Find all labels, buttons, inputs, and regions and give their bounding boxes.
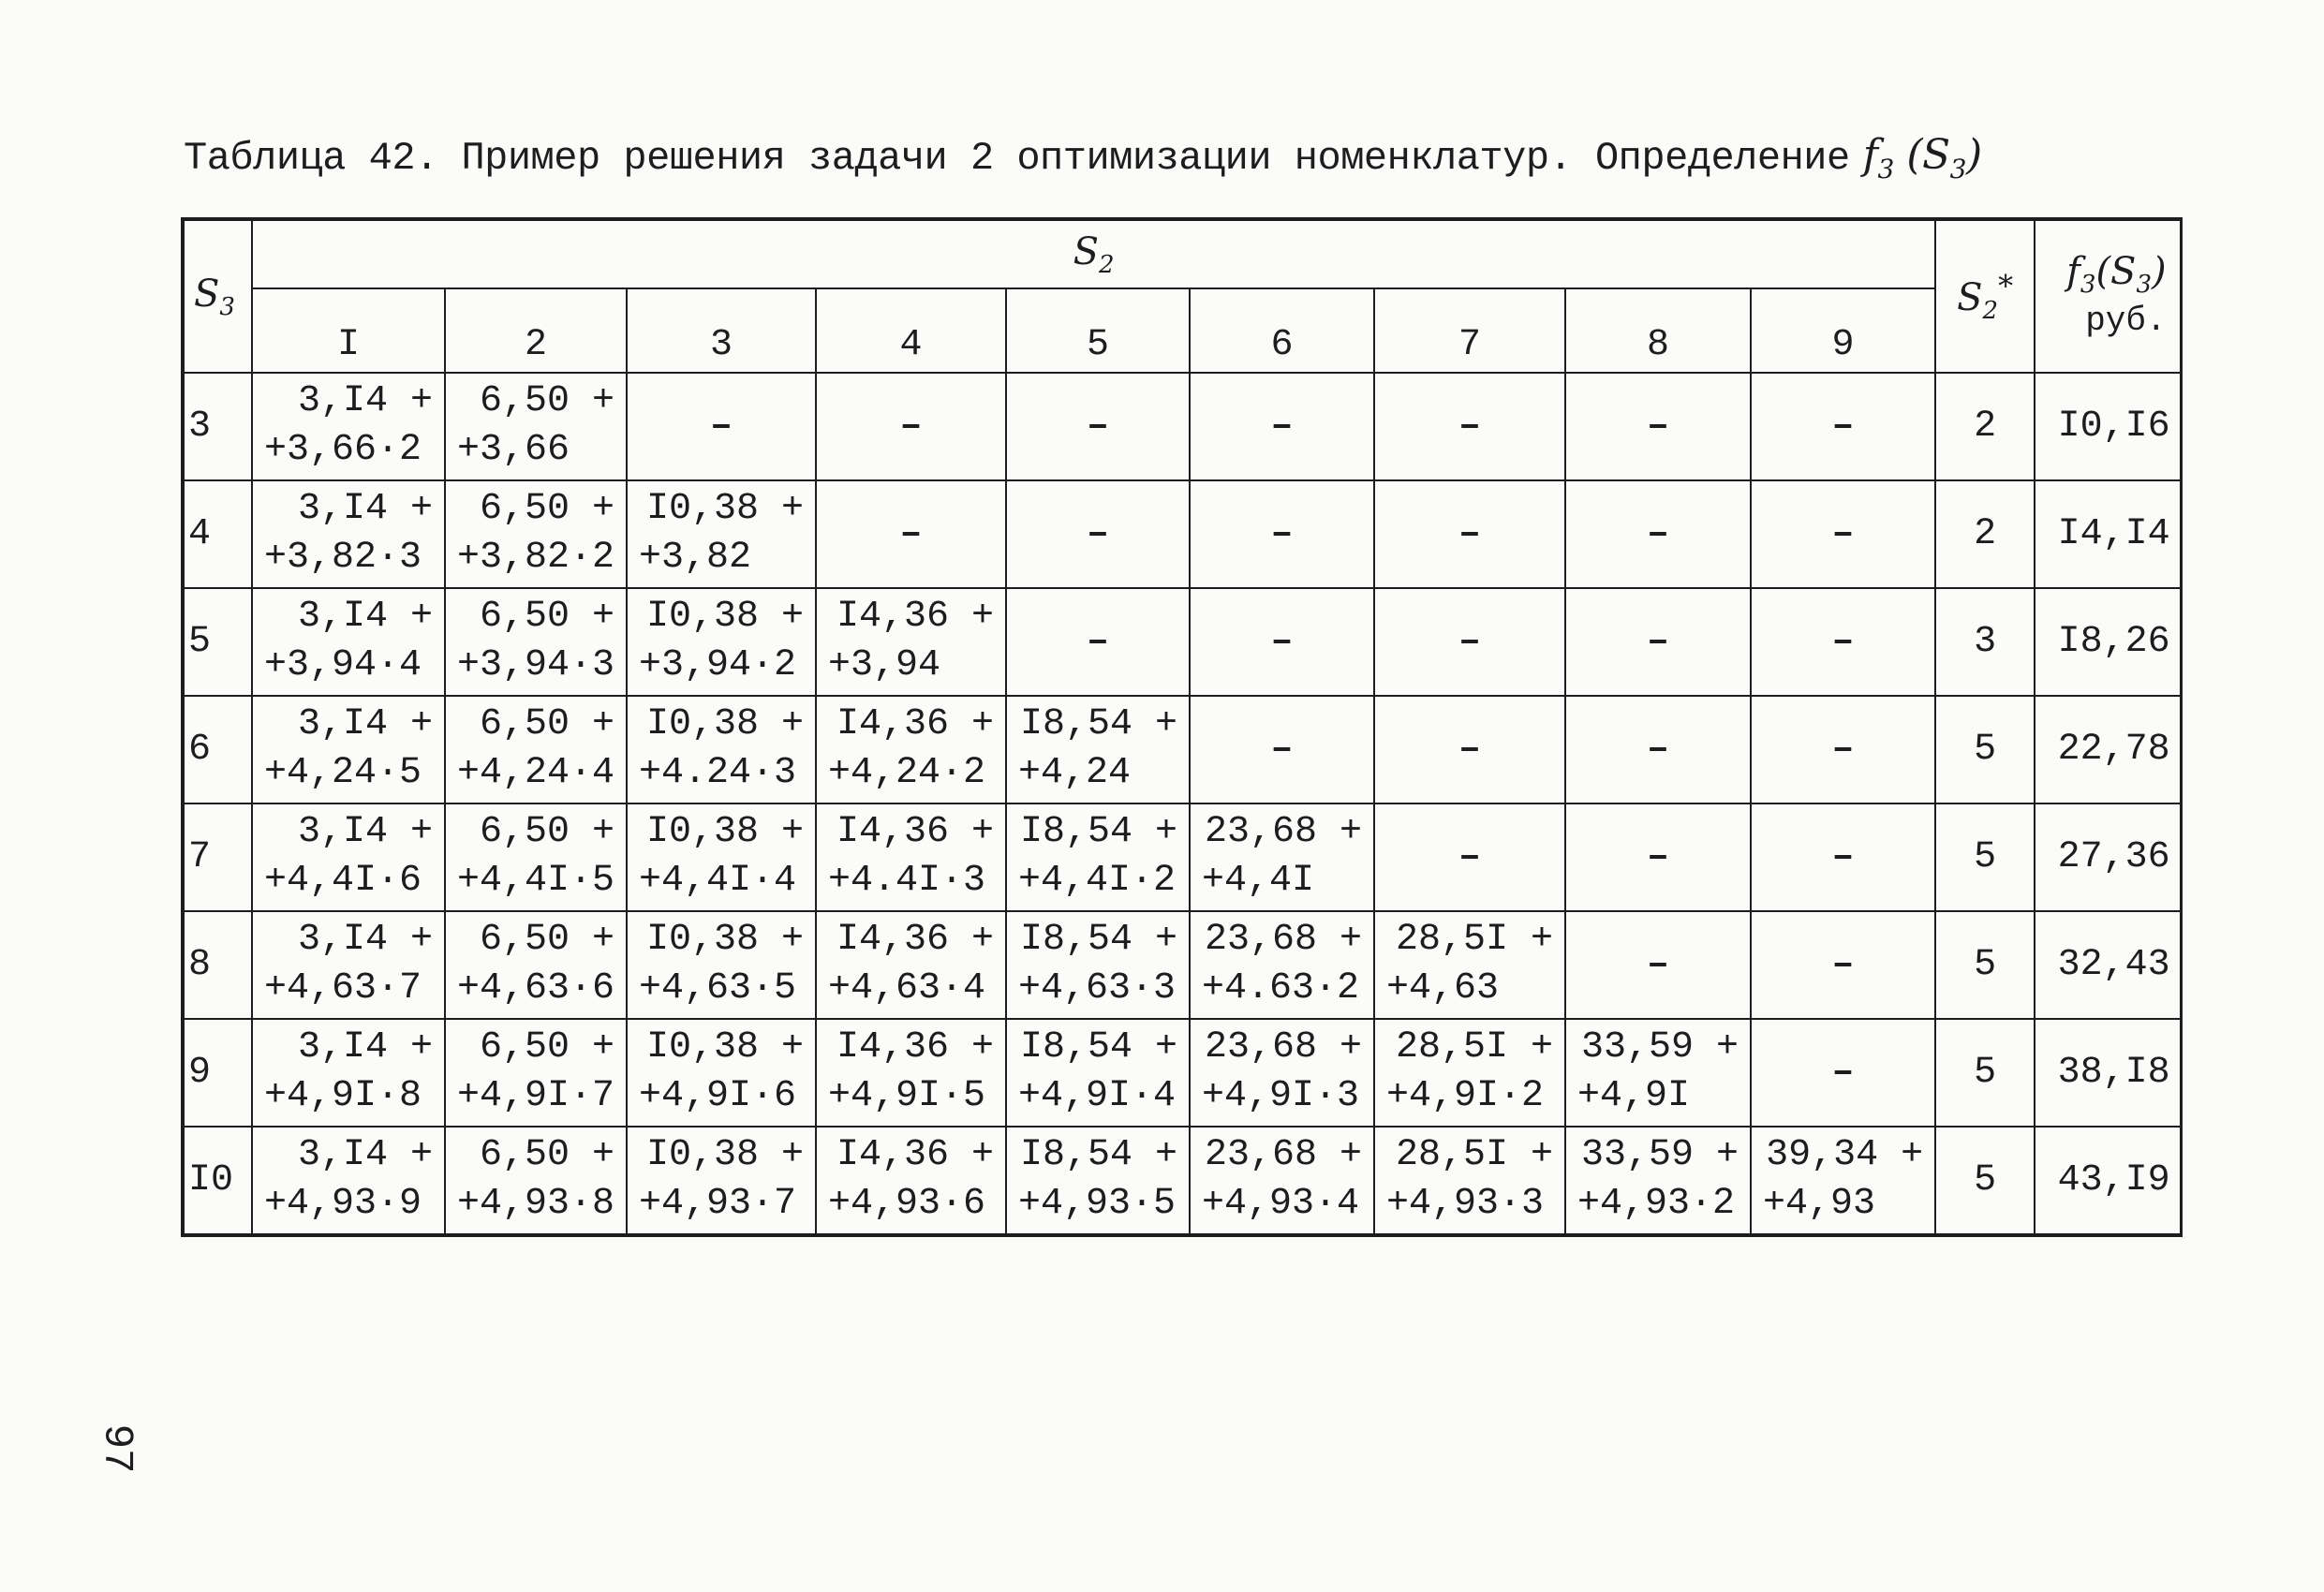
empty-cell: –: [1190, 480, 1374, 588]
cost-line-2: +4,93·3: [1386, 1183, 1545, 1225]
cost-cell: [252, 480, 445, 588]
header-s2-star: $S_2^*$: [1935, 219, 2035, 373]
table-caption: [184, 131, 1982, 184]
caption-formula: $f_3$ $(S_3)$: [1862, 131, 1982, 184]
cost-line-2: +4,63: [1386, 967, 1500, 1010]
cost-line-2: +4,93·5: [1018, 1183, 1177, 1225]
cost-cell: [252, 588, 445, 696]
f3-value: 22,78: [2035, 696, 2181, 803]
cost-line-2: +4,63·6: [457, 967, 615, 1010]
cost-cell: [1190, 803, 1374, 911]
table-row: [183, 1127, 2181, 1235]
empty-cell: –: [1565, 588, 1751, 696]
cost-line-2: +4,93·7: [639, 1183, 797, 1225]
cost-line-1: I0,38 +: [645, 1134, 804, 1176]
table-body: [183, 373, 2181, 1235]
table-row: [183, 911, 2181, 1019]
cost-cell: [1565, 1019, 1751, 1127]
cost-line-1: I0,38 +: [645, 1026, 804, 1069]
table-row: [183, 696, 2181, 803]
page-number: 97: [93, 1423, 141, 1474]
cost-line-2: +4,63·3: [1018, 967, 1177, 1010]
empty-cell: –: [1565, 803, 1751, 911]
s3-value: 5: [183, 588, 252, 696]
s2-star-value: 5: [1935, 911, 2035, 1019]
cost-line-2: +4.24·3: [639, 752, 797, 794]
cost-line-1: 39,34 +: [1766, 1134, 1924, 1176]
s2-value-header: 6: [1190, 288, 1374, 373]
cost-line-2: +4,4I·5: [457, 860, 615, 902]
empty-cell: –: [1374, 588, 1565, 696]
cost-line-2: +3,94·4: [264, 644, 422, 686]
empty-cell: –: [1565, 696, 1751, 803]
empty-cell: –: [1374, 480, 1565, 588]
cost-line-2: +4.4I·3: [828, 860, 986, 902]
empty-cell: –: [627, 373, 816, 480]
empty-cell: –: [1374, 803, 1565, 911]
cost-cell: [445, 803, 627, 911]
cost-line-2: +4,24·4: [457, 752, 615, 794]
cost-line-1: 33,59 +: [1580, 1134, 1739, 1176]
cost-line-1: 23,68 +: [1204, 1026, 1362, 1069]
s3-value: 4: [183, 480, 252, 588]
cost-line-2: +4,24·2: [828, 752, 986, 794]
cost-cell: [1006, 1019, 1190, 1127]
empty-cell: –: [1751, 373, 1935, 480]
s2-value-header: 9: [1751, 288, 1935, 373]
empty-cell: –: [1751, 911, 1935, 1019]
cost-line-2: +3,82·3: [264, 537, 422, 579]
cost-cell: [1190, 911, 1374, 1019]
cost-line-2: +4,4I·2: [1018, 860, 1177, 902]
cost-cell: [816, 1127, 1006, 1235]
cost-cell: [1374, 1019, 1565, 1127]
s3-value: 9: [183, 1019, 252, 1127]
cost-line-1: I8,54 +: [1019, 1134, 1177, 1176]
cost-line-1: 3,I4 +: [297, 811, 433, 853]
cost-line-1: 3,I4 +: [297, 488, 433, 530]
cost-line-2: +4,4I·4: [639, 860, 797, 902]
cost-line-2: +4,93·6: [828, 1183, 986, 1225]
cost-line-2: +4,63·5: [639, 967, 797, 1010]
cost-cell: [1374, 1127, 1565, 1235]
f3-value: 38,I8: [2035, 1019, 2181, 1127]
cost-cell: [1006, 696, 1190, 803]
empty-cell: –: [1565, 373, 1751, 480]
cost-cell: [1751, 1127, 1935, 1235]
cost-cell: [627, 588, 816, 696]
empty-cell: –: [1751, 696, 1935, 803]
cost-line-1: I4,36 +: [836, 703, 994, 745]
cost-cell: [816, 696, 1006, 803]
cost-line-2: +4,4I·6: [264, 860, 422, 902]
empty-cell: –: [1751, 803, 1935, 911]
empty-cell: –: [816, 373, 1006, 480]
cost-line-1: I8,54 +: [1019, 919, 1177, 961]
table-row: [183, 1019, 2181, 1127]
s2-value-header: 8: [1565, 288, 1751, 373]
cost-cell: [816, 588, 1006, 696]
cost-line-1: 6,50 +: [479, 1026, 614, 1069]
cost-line-2: +4.63·2: [1202, 967, 1360, 1010]
empty-cell: –: [1751, 480, 1935, 588]
cost-cell: [816, 803, 1006, 911]
cost-line-1: I8,54 +: [1019, 703, 1177, 745]
cost-line-1: 6,50 +: [479, 703, 614, 745]
cost-cell: [1374, 911, 1565, 1019]
f3-value: 27,36: [2035, 803, 2181, 911]
table-row: [183, 588, 2181, 696]
cost-line-2: +3,82: [639, 537, 752, 579]
unit-label: руб.: [2085, 301, 2167, 340]
cost-line-1: 3,I4 +: [297, 380, 433, 422]
empty-cell: –: [1190, 696, 1374, 803]
empty-cell: –: [816, 480, 1006, 588]
cost-line-2: +3,82·2: [457, 537, 615, 579]
s2-star-value: 5: [1935, 696, 2035, 803]
cost-line-2: +4,93·2: [1577, 1183, 1736, 1225]
cost-line-1: 23,68 +: [1204, 811, 1362, 853]
cost-cell: [1006, 1127, 1190, 1235]
empty-cell: –: [1006, 588, 1190, 696]
cost-cell: [445, 696, 627, 803]
cost-line-1: 23,68 +: [1204, 919, 1362, 961]
empty-cell: –: [1190, 373, 1374, 480]
s2-values-row: [183, 288, 2181, 373]
cost-cell: [627, 480, 816, 588]
s2-value-header: 2: [445, 288, 627, 373]
cost-line-1: 28,5I +: [1395, 1026, 1553, 1069]
cost-cell: [445, 1127, 627, 1235]
s2-value-header: I: [252, 288, 445, 373]
cost-line-2: +4,9I·6: [639, 1075, 797, 1117]
empty-cell: –: [1006, 373, 1190, 480]
s2-star-value: 2: [1935, 373, 2035, 480]
empty-cell: –: [1374, 373, 1565, 480]
cost-line-2: +4,63·7: [264, 967, 422, 1010]
f3-value: I0,I6: [2035, 373, 2181, 480]
f3-value: 43,I9: [2035, 1127, 2181, 1235]
s3-value: I0: [183, 1127, 252, 1235]
table-row: [183, 373, 2181, 480]
cost-line-1: 3,I4 +: [297, 596, 433, 638]
cost-line-1: 33,59 +: [1580, 1026, 1739, 1069]
s3-value: 7: [183, 803, 252, 911]
cost-cell: [627, 1127, 816, 1235]
cost-line-2: +3,66: [457, 429, 570, 471]
s3-value: 8: [183, 911, 252, 1019]
cost-cell: [816, 911, 1006, 1019]
cost-cell: [252, 1019, 445, 1127]
cost-line-2: +4,9I·4: [1018, 1075, 1177, 1117]
cost-line-1: 6,50 +: [479, 919, 614, 961]
cost-line-1: 6,50 +: [479, 811, 614, 853]
cost-line-1: 3,I4 +: [297, 1026, 433, 1069]
s2-star-value: 5: [1935, 1127, 2035, 1235]
cost-line-2: +4,9I·2: [1386, 1075, 1545, 1117]
cost-cell: [1006, 803, 1190, 911]
header-s3: $S_3$: [183, 219, 252, 373]
cost-line-2: +3,94: [828, 644, 941, 686]
cost-cell: [252, 373, 445, 480]
cost-line-2: +4,4I: [1202, 860, 1315, 902]
cost-cell: [252, 803, 445, 911]
s2-value-header: 5: [1006, 288, 1190, 373]
cost-line-1: 28,5I +: [1395, 1134, 1553, 1176]
cost-line-1: 3,I4 +: [297, 703, 433, 745]
header-f3: $f_3(S_3)$ руб.: [2035, 219, 2181, 373]
s2-star-value: 3: [1935, 588, 2035, 696]
s2-value-header: 4: [816, 288, 1006, 373]
cost-cell: [252, 1127, 445, 1235]
cost-line-2: +3,66·2: [264, 429, 422, 471]
cost-line-1: I0,38 +: [645, 919, 804, 961]
empty-cell: –: [1006, 480, 1190, 588]
cost-line-1: I8,54 +: [1019, 1026, 1177, 1069]
cost-line-1: I4,36 +: [836, 1026, 994, 1069]
cost-line-2: +4,9I·5: [828, 1075, 986, 1117]
cost-line-1: 23,68 +: [1204, 1134, 1362, 1176]
header-s2: $S_2$: [252, 219, 1935, 288]
cost-line-1: I4,36 +: [836, 811, 994, 853]
s2-star-value: 5: [1935, 803, 2035, 911]
empty-cell: –: [1751, 1019, 1935, 1127]
cost-cell: [627, 803, 816, 911]
cost-cell: [252, 696, 445, 803]
cost-line-1: I8,54 +: [1019, 811, 1177, 853]
cost-line-2: +4,93·4: [1202, 1183, 1360, 1225]
cost-line-1: I4,36 +: [836, 919, 994, 961]
cost-line-1: 3,I4 +: [297, 919, 433, 961]
s3-value: 3: [183, 373, 252, 480]
empty-cell: –: [1374, 696, 1565, 803]
cost-cell: [252, 911, 445, 1019]
cost-line-2: +4,93·8: [457, 1183, 615, 1225]
cost-line-1: I0,38 +: [645, 811, 804, 853]
cost-line-2: +4,9I: [1577, 1075, 1691, 1117]
cost-cell: [1565, 1127, 1751, 1235]
s2-value-header: 7: [1374, 288, 1565, 373]
cost-line-2: +4,9I·3: [1202, 1075, 1360, 1117]
cost-line-2: +4,24·5: [264, 752, 422, 794]
cost-line-2: +3,94·3: [457, 644, 615, 686]
cost-line-2: +4,93: [1763, 1183, 1876, 1225]
cost-line-1: 6,50 +: [479, 380, 614, 422]
cost-cell: [627, 696, 816, 803]
table-row: [183, 803, 2181, 911]
s2-star-value: 5: [1935, 1019, 2035, 1127]
cost-line-2: +4,24: [1018, 752, 1132, 794]
f3-value: 32,43: [2035, 911, 2181, 1019]
cost-cell: [1190, 1127, 1374, 1235]
cost-cell: [627, 1019, 816, 1127]
s2-star-value: 2: [1935, 480, 2035, 588]
cost-line-2: +4,9I·7: [457, 1075, 615, 1117]
cost-line-1: I0,38 +: [645, 488, 804, 530]
f3-value: I4,I4: [2035, 480, 2181, 588]
cost-cell: [1190, 1019, 1374, 1127]
cost-line-1: 6,50 +: [479, 488, 614, 530]
cost-line-2: +4,93·9: [264, 1183, 422, 1225]
cost-line-1: 6,50 +: [479, 596, 614, 638]
cost-line-1: I0,38 +: [645, 703, 804, 745]
cost-cell: [816, 1019, 1006, 1127]
f3-value: I8,26: [2035, 588, 2181, 696]
cost-line-2: +4,63·4: [828, 967, 986, 1010]
cost-cell: [1006, 911, 1190, 1019]
s3-value: 6: [183, 696, 252, 803]
optimization-table: [181, 217, 2183, 1237]
cost-line-1: I4,36 +: [836, 1134, 994, 1176]
cost-cell: [445, 1019, 627, 1127]
cost-line-2: +3,94·2: [639, 644, 797, 686]
cost-cell: [627, 911, 816, 1019]
cost-cell: [445, 480, 627, 588]
cost-cell: [445, 588, 627, 696]
empty-cell: –: [1190, 588, 1374, 696]
table-row: [183, 480, 2181, 588]
caption-text: Таблица 42. Пример решения задачи 2 оптимизации номенклатур. Определение: [184, 136, 1850, 181]
cost-cell: [445, 911, 627, 1019]
cost-line-1: I0,38 +: [645, 596, 804, 638]
cost-line-1: I4,36 +: [836, 596, 994, 638]
cost-line-1: 28,5I +: [1395, 919, 1553, 961]
cost-line-1: 3,I4 +: [297, 1134, 433, 1176]
empty-cell: –: [1565, 480, 1751, 588]
cost-line-2: +4,9I·8: [264, 1075, 422, 1117]
empty-cell: –: [1565, 911, 1751, 1019]
empty-cell: –: [1751, 588, 1935, 696]
cost-cell: [445, 373, 627, 480]
cost-line-1: 6,50 +: [479, 1134, 614, 1176]
s2-value-header: 3: [627, 288, 816, 373]
